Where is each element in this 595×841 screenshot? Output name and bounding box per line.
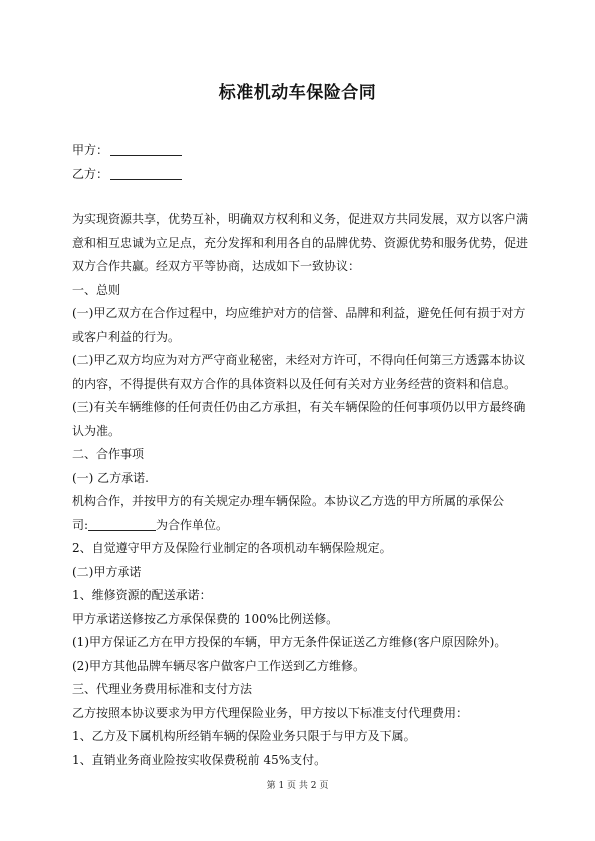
clause-paragraph: 1、直销业务商业险按实收保费税前 45%支付。 bbox=[72, 752, 327, 767]
section-heading: 一、总则 bbox=[72, 282, 121, 297]
clause-paragraph: 1、维修资源的配送承诺： bbox=[72, 588, 212, 602]
clause-company-prefix: 司: bbox=[72, 517, 89, 532]
party-a-line bbox=[72, 142, 182, 158]
party-b-line bbox=[72, 166, 182, 182]
clause-company-line bbox=[72, 514, 536, 538]
clause-paragraph: 机构合作，并按甲方的有关规定办理车辆保险。本协议乙方选的甲方所属的承保公 bbox=[72, 494, 505, 508]
section-heading: 二、合作事项 bbox=[72, 447, 145, 461]
intro-paragraph: 为实现资源共享，优势互补，明确双方权利和义务，促进双方共同发展，双方以客户满意和相互忠诚为立足点，充分发挥和利用各自的品牌优势、资源优势和服务优势，促进双方合作共赢。经双方平等协商，达成如下一致协议： bbox=[72, 212, 529, 273]
clause-paragraph: (1)甲方保证乙方在甲方投保的车辆，甲方无条件保证送乙方维修(客户原因除外)。 bbox=[72, 635, 507, 649]
clause-company-suffix: 为合作单位。 bbox=[156, 517, 229, 532]
clause-paragraph: (2)甲方其他品牌车辆尽客户做客户工作送到乙方维修。 bbox=[72, 658, 366, 673]
clause-paragraph: 甲方承诺送修按乙方承保保费的 100%比例送修。 bbox=[72, 611, 339, 626]
section-heading: 三、代理业务费用标准和支付方法 bbox=[72, 682, 253, 696]
clause-paragraph: 2、自觉遵守甲方及保险行业制定的各项机动车辆保险规定。 bbox=[72, 541, 392, 555]
subsection-heading: (二)甲方承诺 bbox=[72, 564, 142, 579]
clause-paragraph: 1、乙方及下属机构所经销车辆的保险业务只限于与甲方及下属。 bbox=[72, 729, 416, 743]
page-title: 标准机动车保险合同 bbox=[218, 83, 377, 103]
contract-body bbox=[72, 208, 536, 772]
party-a-blank bbox=[110, 143, 182, 156]
page-footer: 第 1 页 共 2 页 bbox=[266, 781, 329, 791]
clause-paragraph: (三)有关车辆维修的任何责任仍由乙方承担，有关车辆保险的任何事项仍以甲方最终确认为准。 bbox=[72, 400, 526, 438]
clause-paragraph: (一)甲乙双方在合作过程中，均应维护对方的信誉、品牌和利益，避免任何有损于对方或客户利益的行为。 bbox=[72, 306, 526, 344]
clause-paragraph: 乙方按照本协议要求为甲方代理保险业务，甲方按以下标准支付代理费用： bbox=[72, 705, 469, 720]
party-b-label: 乙方： bbox=[72, 167, 109, 181]
clause-paragraph: (二)甲乙双方均应为对方严守商业秘密，未经对方许可，不得向任何第三方透露本协议的内容，不得提供有双方合作的具体资料以及任何有关对方业务经营的资料和信息。 bbox=[72, 353, 526, 391]
party-b-blank bbox=[110, 167, 182, 180]
company-blank bbox=[88, 518, 156, 531]
party-a-label: 甲方： bbox=[72, 143, 109, 157]
subsection-heading: (一) 乙方承诺. bbox=[72, 470, 149, 485]
